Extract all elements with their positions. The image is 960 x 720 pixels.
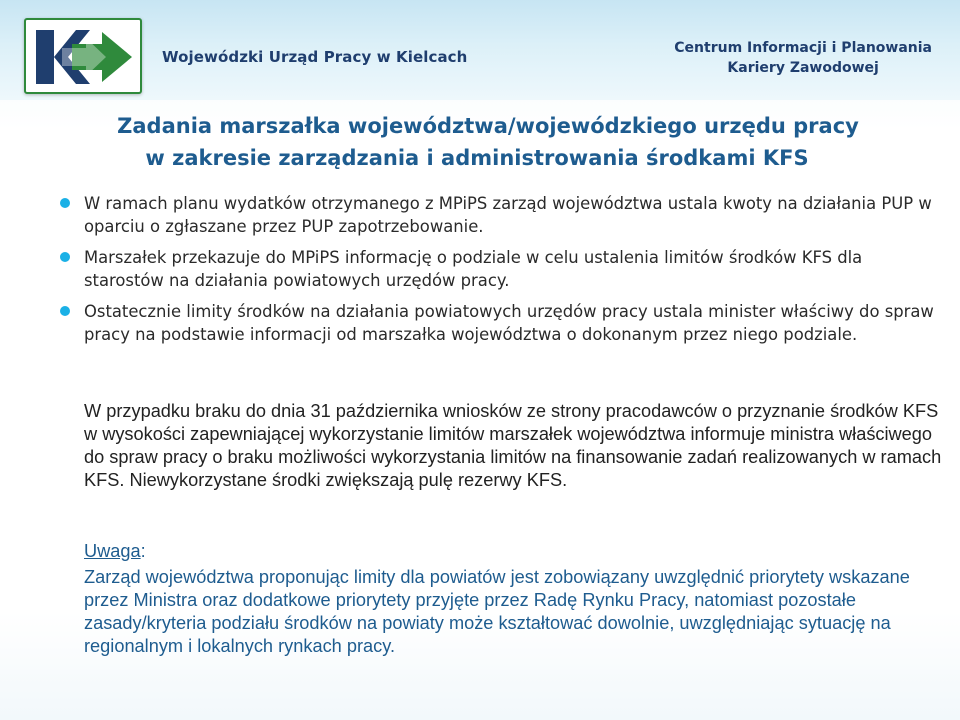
bullet-list [60,192,940,354]
logo-arrows-icon [32,24,136,90]
note-heading [84,540,146,563]
bullet-item [60,246,940,292]
note-label: Uwaga [84,541,141,561]
note-text: Zarząd województwa proponując limity dla powiatów jest zobowiązany uwzględnić priorytety wskazane przez Ministra oraz dodatkowe priorytety przyjęte przez Radę Rynku Pracy, natomiast pozostałe zasady/kryteria podziału środków na powiaty może kształtować dowolnie, uwzględniając sytuację na regionalnym i lokalnych rynkach pracy. [84,567,910,656]
bullet-text: Ostatecznie limity środków na działania powiatowych urzędów pracy ustala minister właściwy do spraw pracy na podstawie informacji od marszałka województwa o dokonanym przez niego podziale. [84,302,934,344]
wup-logo [24,18,142,94]
header-bar [0,0,960,100]
center-name-line1: Centrum Informacji i Planowania [674,40,932,56]
title-line-1: Zadania marszałka województwa/wojewódzkiego urzędu pracy [117,114,859,138]
bullet-text: Marszałek przekazuje do MPiPS informację o podziale w celu ustalenia limitów środków KFS dla starostów na działania powiatowych urzędów pracy. [84,248,863,290]
bullet-dot-icon [60,252,70,262]
bullet-dot-icon [60,306,70,316]
bullet-dot-icon [60,198,70,208]
center-name-line2: Kariery Zawodowej [727,60,879,76]
bullet-text: W ramach planu wydatków otrzymanego z MPiPS zarząd województwa ustala kwoty na działania PUP w oparciu o zgłaszane przez PUP zapotrzebowanie. [84,194,932,236]
center-name [674,38,932,78]
slide-title [0,110,960,174]
note-colon: : [140,541,146,561]
bullet-item [60,192,940,238]
title-line-2: w zakresie zarządzania i administrowania środkami KFS [145,146,809,170]
org-name: Wojewódzki Urząd Pracy w Kielcach [162,48,468,66]
deadline-paragraph: W przypadku braku do dnia 31 października wniosków ze strony pracodawców o przyznanie środków KFS w wysokości zapewniającej wykorzystanie limitów marszałek województwa informuje ministra właściwego do spraw pracy o braku możliwości wykorzystania limitów na finansowanie zadań realizowanych w ramach KFS. Niewykorzystane środki zwiększają pulę rezerwy KFS. [84,401,942,490]
bullet-item [60,300,940,346]
